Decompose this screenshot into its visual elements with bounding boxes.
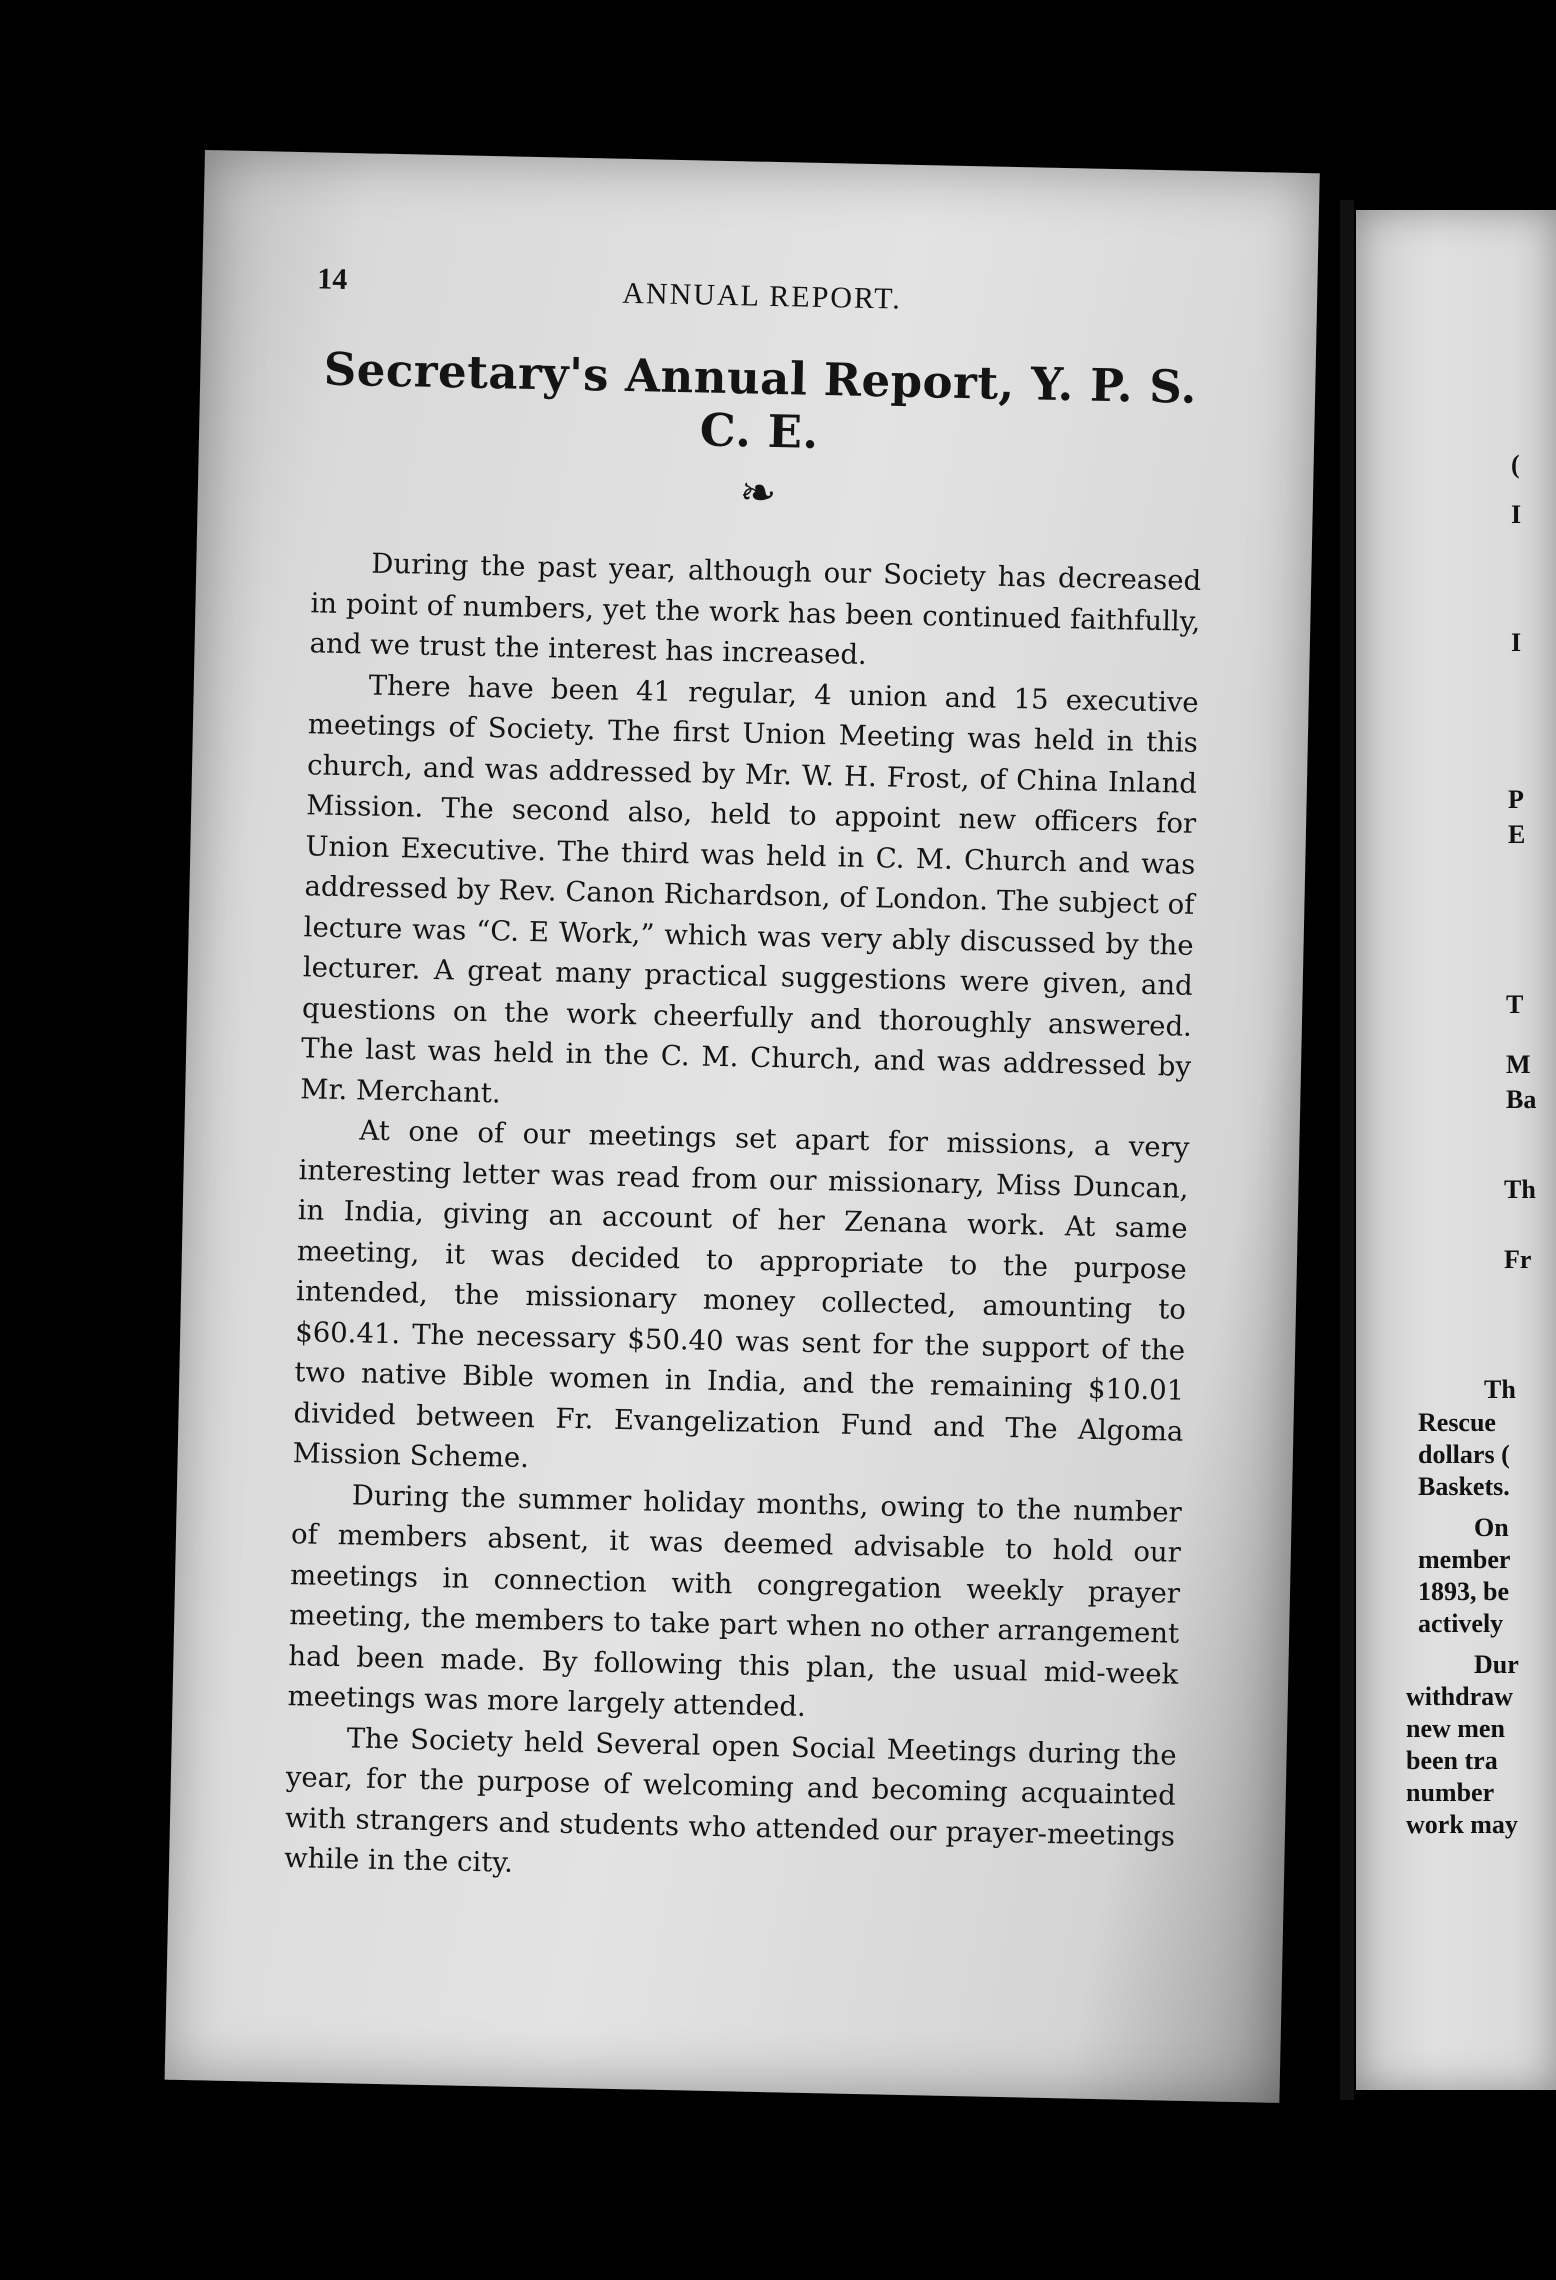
paragraph: At one of our meetings set apart for missions, a very interesting letter was read from our missionary, Miss Duncan, in India, giving an account of her Zenana work. At same meeting, it was decided to appropriate to the purpose intended, the missionary money collected, amounting to $60.41. The necessary $50.40 was sent for the support of the two native Bible women in India, and the remaining $10.01 divided between Fr. Evangelization Fund and The Algoma Mission Scheme. [292, 1114, 1190, 1475]
adjacent-text: actively [1418, 1609, 1504, 1638]
adjacent-text: Fr [1504, 1245, 1532, 1274]
adjacent-text: Rescue [1418, 1408, 1496, 1437]
adjacent-text: Th [1484, 1375, 1516, 1404]
page-number: 14 [316, 262, 348, 297]
adjacent-text: work may [1406, 1810, 1518, 1839]
adjacent-text: I [1511, 500, 1522, 529]
adjacent-text: P [1508, 785, 1524, 814]
page-header [317, 262, 1208, 331]
adjacent-text: Ba [1506, 1085, 1537, 1114]
adjacent-text: member [1418, 1545, 1511, 1574]
adjacent-text: I [1511, 628, 1522, 657]
adjacent-text: T [1506, 990, 1524, 1019]
paragraph: During the past year, although our Society has decreased in point of numbers, yet the work has been continued faithfully, and we trust the interest has increased. [309, 547, 1202, 671]
adjacent-text: ( [1511, 450, 1520, 479]
adjacent-text: Th [1504, 1175, 1536, 1204]
paragraph: There have been 41 regular, 4 union and 15 executive meetings of Society. The first Union Meeting was held in this church, and was addressed by Mr. W. H. Frost, of China Inland Mission. The second also, held to appoint new officers for Union Executive. The third was held in C. M. Church and was addressed by Rev. Canon Richardson, of London. The subject of lecture was “C. E Work,” which was very ably discussed by the lecturer. A great many practical suggestions were given, and questions on the work cheerfully and thoroughly answered. The last was held in the C. M. Church, and was addressed by Mr. Merchant. [300, 669, 1199, 1109]
book-gutter [1340, 200, 1354, 2100]
adjacent-text: M [1506, 1050, 1531, 1079]
adjacent-text: E [1508, 820, 1526, 849]
ornament-icon: ❧ [738, 468, 777, 519]
report-title: Secretary's Annual Report, Y. P. S. C. E. [323, 342, 1198, 459]
adjacent-text: On [1474, 1513, 1509, 1542]
report-body [284, 542, 1202, 1897]
adjacent-text: withdraw [1406, 1682, 1513, 1711]
adjacent-text: 1893, be [1418, 1577, 1509, 1606]
paragraph: During the summer holiday months, owing to the number of members absent, it was deemed advisable to hold our meetings in connection with congregation weekly prayer meeting, the members to take part when no other arrangement had been made. By following this plan, the usual mid-week meetings was more largely attended. [287, 1478, 1183, 1723]
running-head: ANNUAL REPORT. [621, 276, 903, 316]
page-content [284, 262, 1208, 1897]
adjacent-text: Dur [1474, 1650, 1519, 1679]
left-page [165, 150, 1320, 2103]
paragraph: The Society held Several open Social Meetings during the year, for the purpose of welcoming and becoming acquainted with strangers and students who attended our prayer-meetings while in the city. [283, 1721, 1177, 1879]
adjacent-text: Baskets. [1418, 1472, 1510, 1501]
adjacent-text: number [1406, 1778, 1495, 1807]
adjacent-text: been tra [1406, 1746, 1498, 1775]
adjacent-text: new men [1406, 1714, 1505, 1743]
adjacent-text: dollars ( [1418, 1440, 1510, 1469]
adjacent-page [1356, 210, 1556, 2090]
